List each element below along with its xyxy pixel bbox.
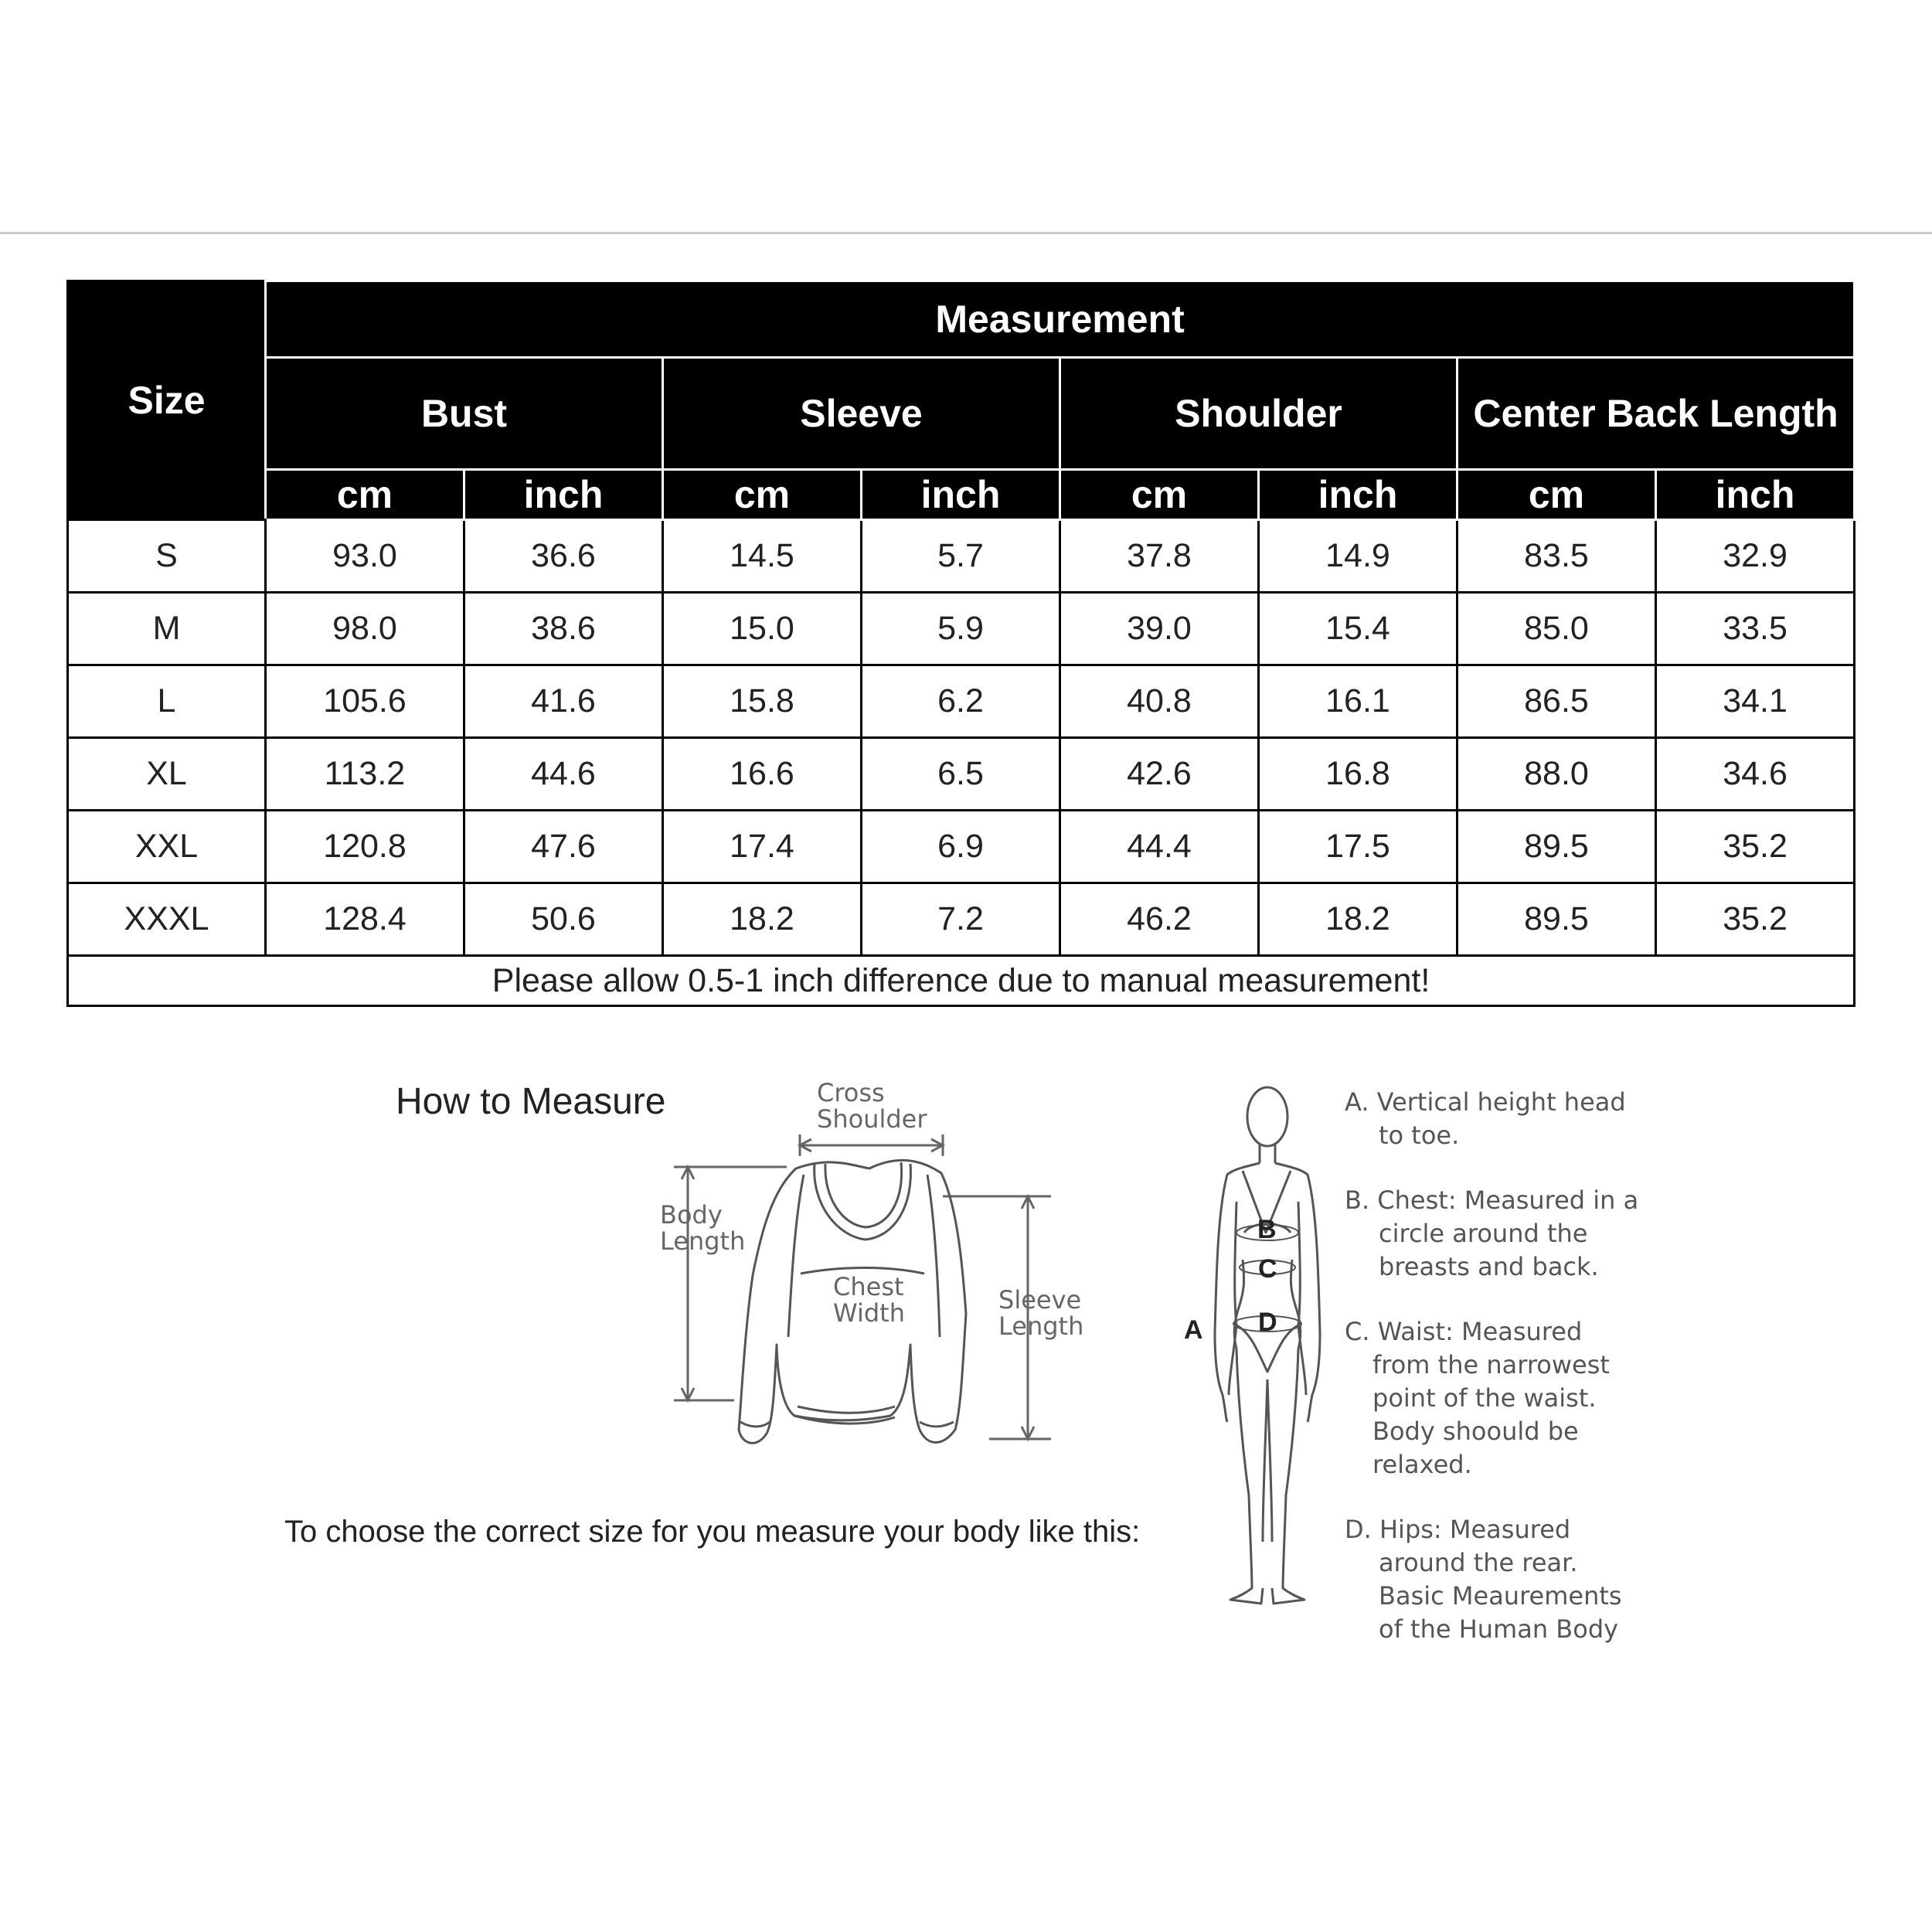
table-cell: 34.6 <box>1656 738 1855 811</box>
unit-inch: inch <box>1259 470 1458 520</box>
size-cell: S <box>68 520 266 593</box>
table-cell: 89.5 <box>1458 883 1656 956</box>
table-cell: 88.0 <box>1458 738 1656 811</box>
table-cell: 93.0 <box>266 520 464 593</box>
table-cell: 36.6 <box>464 520 663 593</box>
table-cell: 47.6 <box>464 811 663 883</box>
table-cell: 18.2 <box>1259 883 1458 956</box>
sleeve-header: Sleeve <box>663 358 1060 470</box>
table-cell: 83.5 <box>1458 520 1656 593</box>
size-header: Size <box>68 281 266 520</box>
table-cell: 38.6 <box>464 593 663 665</box>
chest-width-label: Chest Width <box>833 1272 905 1328</box>
table-cell: 35.2 <box>1656 811 1855 883</box>
body-length-label: Body Length <box>660 1200 746 1256</box>
unit-inch: inch <box>862 470 1060 520</box>
table-cell: 40.8 <box>1060 665 1259 738</box>
table-cell: 5.9 <box>862 593 1060 665</box>
legend-item-d: D. Hips: Measured around the rear. Basic Meaurements of the Human Body <box>1345 1515 1622 1644</box>
table-cell: 44.6 <box>464 738 663 811</box>
center-back-length-header: Center Back Length <box>1458 358 1855 470</box>
table-cell: 32.9 <box>1656 520 1855 593</box>
table-cell: 17.4 <box>663 811 862 883</box>
table-cell: 39.0 <box>1060 593 1259 665</box>
table-cell: 16.8 <box>1259 738 1458 811</box>
table-cell: 14.5 <box>663 520 862 593</box>
table-cell: 15.0 <box>663 593 862 665</box>
table-cell: 15.8 <box>663 665 862 738</box>
table-row <box>68 593 1855 665</box>
unit-cm: cm <box>1458 470 1656 520</box>
table-cell: 85.0 <box>1458 593 1656 665</box>
table-cell: 113.2 <box>266 738 464 811</box>
table-cell: 15.4 <box>1259 593 1458 665</box>
unit-cm: cm <box>663 470 862 520</box>
table-cell: 128.4 <box>266 883 464 956</box>
table-cell: 35.2 <box>1656 883 1855 956</box>
size-cell: L <box>68 665 266 738</box>
table-cell: 33.5 <box>1656 593 1855 665</box>
legend-item-c: C. Waist: Measured from the narrowest point of the waist. Body shoould be relaxed. <box>1345 1317 1610 1479</box>
table-cell: 18.2 <box>663 883 862 956</box>
cross-shoulder-label: Cross Shoulder <box>817 1078 927 1134</box>
top-divider <box>0 232 1932 234</box>
table-cell: 37.8 <box>1060 520 1259 593</box>
size-cell: M <box>68 593 266 665</box>
table-cell: 5.7 <box>862 520 1060 593</box>
body-letter-a: A <box>1184 1315 1203 1345</box>
table-cell: 50.6 <box>464 883 663 956</box>
table-cell: 17.5 <box>1259 811 1458 883</box>
body-figure-diagram <box>1182 1078 1337 1619</box>
table-cell: 14.9 <box>1259 520 1458 593</box>
how-to-measure-title: How to Measure <box>396 1081 666 1122</box>
unit-inch: inch <box>464 470 663 520</box>
table-row <box>68 811 1855 883</box>
table-cell: 41.6 <box>464 665 663 738</box>
table-cell: 34.1 <box>1656 665 1855 738</box>
legend-item-a: A. Vertical height head to toe. <box>1345 1087 1626 1150</box>
table-cell: 7.2 <box>862 883 1060 956</box>
measurement-header: Measurement <box>266 281 1855 358</box>
legend-item-b: B. Chest: Measured in a circle around the breasts and back. <box>1345 1185 1639 1281</box>
table-cell: 6.9 <box>862 811 1060 883</box>
table-cell: 98.0 <box>266 593 464 665</box>
table-cell: 46.2 <box>1060 883 1259 956</box>
table-cell: 6.5 <box>862 738 1060 811</box>
size-cell: XXXL <box>68 883 266 956</box>
bust-header: Bust <box>266 358 663 470</box>
table-row <box>68 883 1855 956</box>
size-cell: XXL <box>68 811 266 883</box>
table-row <box>68 665 1855 738</box>
unit-inch: inch <box>1656 470 1855 520</box>
table-cell: 86.5 <box>1458 665 1656 738</box>
size-cell: XL <box>68 738 266 811</box>
shoulder-header: Shoulder <box>1060 358 1458 470</box>
instruction-text: To choose the correct size for you measure your body like this: <box>284 1515 1141 1549</box>
table-cell: 16.6 <box>663 738 862 811</box>
table-cell: 105.6 <box>266 665 464 738</box>
measurement-note: Please allow 0.5-1 inch difference due to manual measurement! <box>68 956 1855 1006</box>
table-cell: 89.5 <box>1458 811 1656 883</box>
unit-cm: cm <box>266 470 464 520</box>
size-chart-table <box>66 280 1855 1007</box>
table-cell: 16.1 <box>1259 665 1458 738</box>
table-cell: 120.8 <box>266 811 464 883</box>
table-row <box>68 738 1855 811</box>
measurement-legend <box>1345 1086 1917 1678</box>
body-letter-b: B <box>1257 1215 1277 1244</box>
table-cell: 44.4 <box>1060 811 1259 883</box>
sleeve-length-label: Sleeve Length <box>998 1285 1084 1341</box>
body-letter-c: C <box>1258 1254 1277 1284</box>
unit-cm: cm <box>1060 470 1259 520</box>
table-row <box>68 520 1855 593</box>
body-letter-d: D <box>1258 1308 1277 1337</box>
table-cell: 6.2 <box>862 665 1060 738</box>
table-cell: 42.6 <box>1060 738 1259 811</box>
